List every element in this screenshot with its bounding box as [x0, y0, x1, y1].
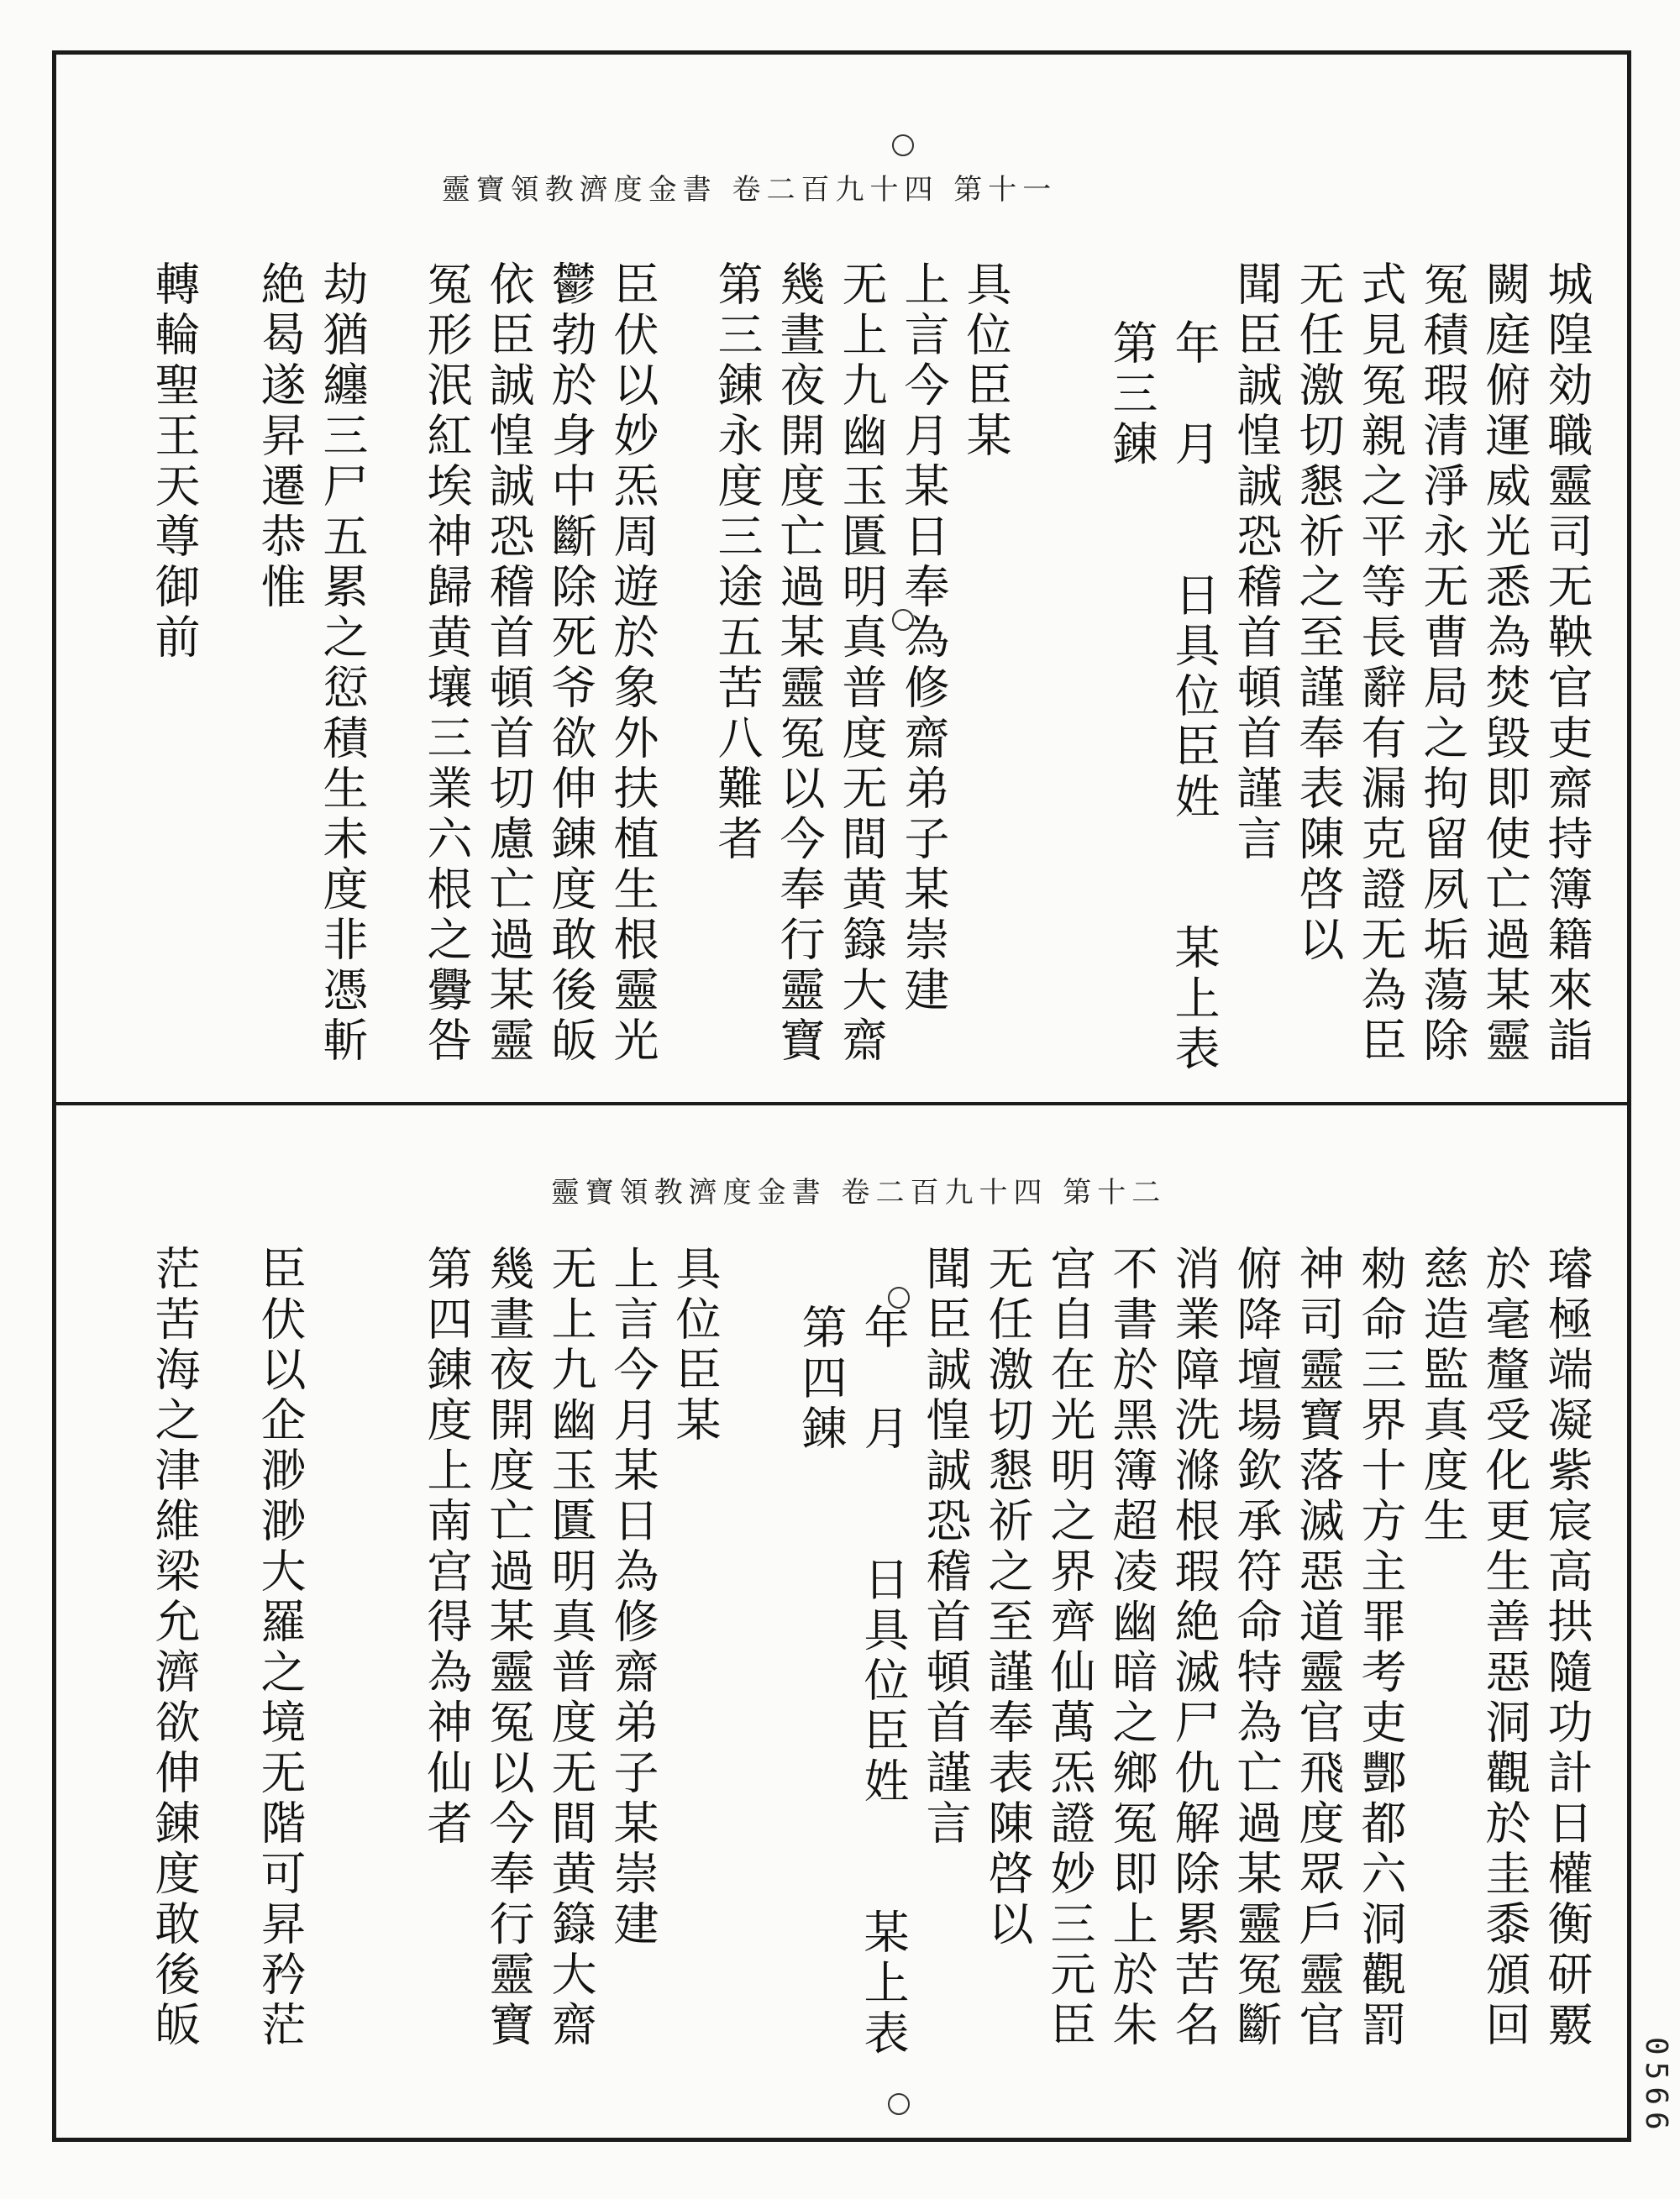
text-column: 冤形泯紅埃神歸黄壤三業六根之釁咎 — [420, 260, 473, 1067]
upper-page — [52, 59, 1631, 1100]
text-column: 年 月 日具位臣姓 某上表 — [1168, 319, 1221, 1075]
page-divider — [52, 1102, 1631, 1105]
text-column: 神司靈寶落滅惡道靈官飛度眾戶靈官 — [1292, 1245, 1345, 2051]
text-column: 年 月 日具位臣姓 某上表 — [857, 1304, 910, 2060]
text-column: 絶曷遂昇遷恭惟 — [254, 260, 307, 613]
section-title: 第三錬 — [1105, 319, 1158, 470]
text-column: 式見冤親之平等長辭有漏克證无為臣 — [1354, 260, 1407, 1067]
text-column: 璿極端凝紫宸高拱隨功計日權衡研覈 — [1541, 1245, 1593, 2051]
text-column: 幾晝夜開度亡過某靈冤以今奉行靈寶 — [773, 260, 826, 1067]
text-column: 第三錬永度三途五苦八難者 — [711, 260, 764, 865]
text-column: 城隍効職靈司无鞅官吏齋持簿籍來詣 — [1541, 260, 1593, 1067]
page-header: 靈寶領教濟度金書 卷二百九十四 第十一 — [441, 173, 1058, 207]
text-column: 鬱勃於身中斷除死爷欲伸錬度敢後皈 — [544, 260, 597, 1067]
page-number: 0566 — [1639, 2037, 1673, 2137]
text-column: 幾晝夜開度亡過某靈冤以今奉行靈寶 — [482, 1245, 535, 2051]
text-column: 上言今月某日奉為修齋弟子某崇建 — [897, 260, 950, 1016]
text-column: 轉輪聖王天尊御前 — [148, 260, 201, 664]
text-column: 无任激切懇祈之至謹奉表陳啓以 — [981, 1245, 1034, 1950]
binding-hole-icon — [892, 134, 914, 156]
binding-hole-icon — [888, 2093, 910, 2115]
text-column: 不書於黑簿超凌幽暗之鄉冤即上於朱 — [1105, 1245, 1158, 2051]
text-column: 俯降壇場欽承符命特為亡過某靈冤斷 — [1230, 1245, 1283, 2051]
text-column: 茫苦海之津維梁允濟欲伸錬度敢後皈 — [148, 1245, 201, 2051]
lower-page — [52, 1110, 1631, 2139]
text-column: 无上九幽玉匱明真普度无間黄籙大齋 — [835, 260, 888, 1067]
text-column: 聞臣誠惶誠恐稽首頓首謹言 — [1230, 260, 1283, 865]
text-column: 具位臣某 — [959, 260, 1012, 462]
text-column: 第四錬度上南宫得為神仙者 — [420, 1245, 473, 1850]
text-column: 臣伏以企渺渺大羅之境无階可昇矜茫 — [254, 1245, 307, 2051]
text-column: 具位臣某 — [669, 1245, 722, 1446]
text-column: 於毫釐受化更生善惡洞觀於圭黍頒回 — [1478, 1245, 1531, 2051]
section-title: 第四錬 — [795, 1304, 848, 1455]
text-column: 无任激切懇祈之至謹奉表陳啓以 — [1292, 260, 1345, 966]
text-column: 勑命三界十方主罪考吏酆都六洞觀罰 — [1354, 1245, 1407, 2051]
text-column: 臣伏以妙炁周遊於象外扶植生根靈光 — [606, 260, 659, 1067]
text-column: 宫自在光明之界齊仙萬炁證妙三元臣 — [1043, 1245, 1096, 2051]
page-header: 靈寶領教濟度金書 卷二百九十四 第十二 — [550, 1176, 1167, 1210]
text-column: 聞臣誠惶誠恐稽首頓首謹言 — [919, 1245, 972, 1850]
text-column: 闕庭俯運威光悉為焚毀即使亡過某靈 — [1478, 260, 1531, 1067]
text-column: 无上九幽玉匱明真普度无間黄籙大齋 — [544, 1245, 597, 2051]
text-column: 依臣誠惶誠恐稽首頓首切慮亡過某靈 — [482, 260, 535, 1067]
text-column: 劫猶纏三尸五累之愆積生未度非憑斬 — [316, 260, 369, 1067]
text-column: 上言今月某日為修齋弟子某崇建 — [606, 1245, 659, 1950]
text-column: 冤積瑕清淨永无曹局之拘留夙垢蕩除 — [1416, 260, 1469, 1067]
text-column: 慈造監真度生 — [1416, 1245, 1469, 1547]
text-column: 消業障洗滌根瑕絶滅尸仇解除累苦名 — [1168, 1245, 1221, 2051]
